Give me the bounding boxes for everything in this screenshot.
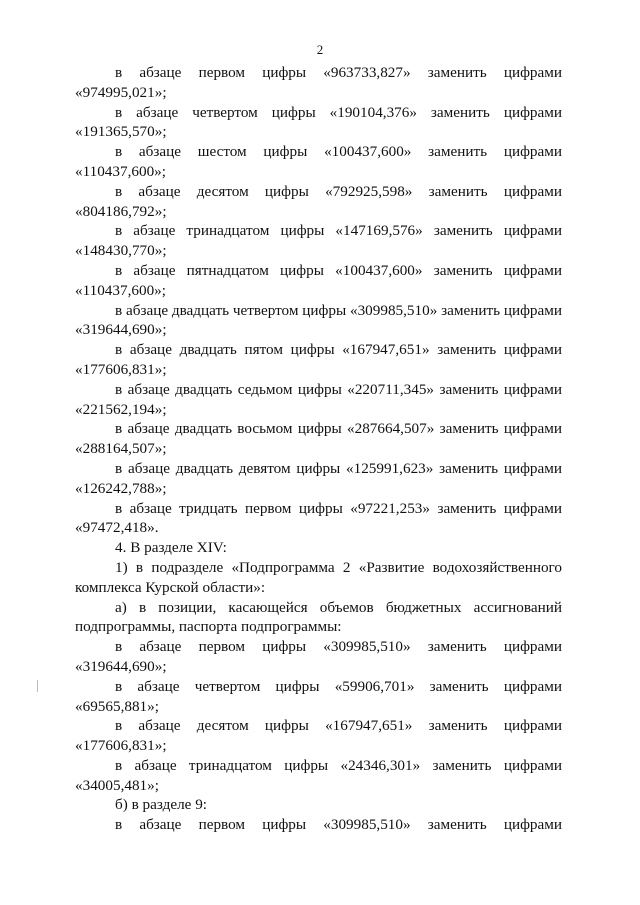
paragraph-continuation: «319644,690»; [75,657,167,675]
document-body [75,63,562,835]
paragraph-continuation: «804186,792»; [75,202,167,220]
paragraph-line: в абзаце тридцать первом цифры «97221,253» заменить цифрами [115,499,562,517]
paragraph-line: в абзаце двадцать пятом цифры «167947,651» заменить цифрами [115,341,562,359]
amendment-paragraph [75,419,562,459]
amendment-paragraph [75,221,562,261]
paragraph-continuation: «221562,194»; [75,400,167,418]
subsection-paragraph [75,558,562,598]
amendment-paragraph [75,499,562,539]
paragraph-line: в абзаце четвертом цифры «190104,376» заменить цифрами [115,103,562,121]
item-b-heading: б) в разделе 9: [115,796,208,814]
paragraph-line: в абзаце двадцать седьмом цифры «220711,345» заменить цифрами [115,380,562,398]
paragraph-line: в абзаце четвертом цифры «59906,701» заменить цифрами [115,677,562,695]
paragraph-continuation: «110437,600»; [75,281,166,299]
amendment-paragraph [75,380,562,420]
paragraph-continuation: «34005,481»; [75,776,159,794]
paragraph-continuation: «110437,600»; [75,162,166,180]
amendment-paragraph [75,716,562,756]
margin-mark [37,680,38,692]
paragraph-line: в абзаце первом цифры «309985,510» заменить цифрами [115,816,562,834]
amendment-paragraph [75,301,562,341]
section-heading: 4. В разделе XIV: [115,539,227,557]
amendment-paragraph [75,142,562,182]
paragraph-line: в абзаце тринадцатом цифры «24346,301» заменить цифрами [115,756,562,774]
paragraph-continuation: «126242,788»; [75,479,167,497]
paragraph-continuation: подпрограммы, паспорта подпрограммы: [75,618,342,636]
paragraph-line: в абзаце двадцать восьмом цифры «287664,507» заменить цифрами [115,420,562,438]
paragraph-continuation: «148430,770»; [75,242,167,260]
paragraph-line: в абзаце пятнадцатом цифры «100437,600» заменить цифрами [115,261,562,279]
paragraph-continuation: «191365,570»; [75,123,167,141]
item-a-paragraph [75,598,562,638]
amendment-paragraph [75,756,562,796]
amendment-paragraph [75,103,562,143]
paragraph-line: в абзаце десятом цифры «167947,651» заменить цифрами [115,717,562,735]
paragraph-line: в абзаце тринадцатом цифры «147169,576» заменить цифрами [115,222,562,240]
amendment-paragraph [75,677,562,717]
paragraph-continuation: «974995,021»; [75,83,167,101]
paragraph-continuation: «288164,507»; [75,440,167,458]
amendment-paragraph [75,459,562,499]
paragraph-continuation: «97472,418». [75,519,159,537]
amendment-paragraph [75,340,562,380]
amendment-paragraph [75,637,562,677]
page-number: 2 [316,42,324,57]
paragraph-line: в абзаце первом цифры «309985,510» заменить цифрами [115,638,562,656]
paragraph-line: в абзаце двадцать четвертом цифры «309985,510» заменить цифрами [115,301,562,319]
paragraph-line: в абзаце десятом цифры «792925,598» заменить цифрами [115,182,562,200]
paragraph-continuation: «319644,690»; [75,321,167,339]
amendment-paragraph [75,63,562,103]
paragraph-continuation: «177606,831»; [75,737,167,755]
paragraph-continuation: комплекса Курской области»: [75,578,266,596]
paragraph-line: в абзаце двадцать девятом цифры «125991,623» заменить цифрами [115,459,562,477]
paragraph-line: в абзаце первом цифры «963733,827» заменить цифрами [115,64,562,81]
paragraph-continuation: «69565,881»; [75,697,159,715]
amendment-paragraph [75,815,562,835]
paragraph-line: а) в позиции, касающейся объемов бюджетных ассигнований [115,598,562,616]
paragraph-continuation: «177606,831»; [75,360,167,378]
paragraph-line: 1) в подразделе «Подпрограмма 2 «Развитие водохозяйственного [115,558,562,576]
paragraph-line: в абзаце шестом цифры «100437,600» заменить цифрами [115,143,562,161]
amendment-paragraph [75,261,562,301]
amendment-paragraph [75,182,562,222]
